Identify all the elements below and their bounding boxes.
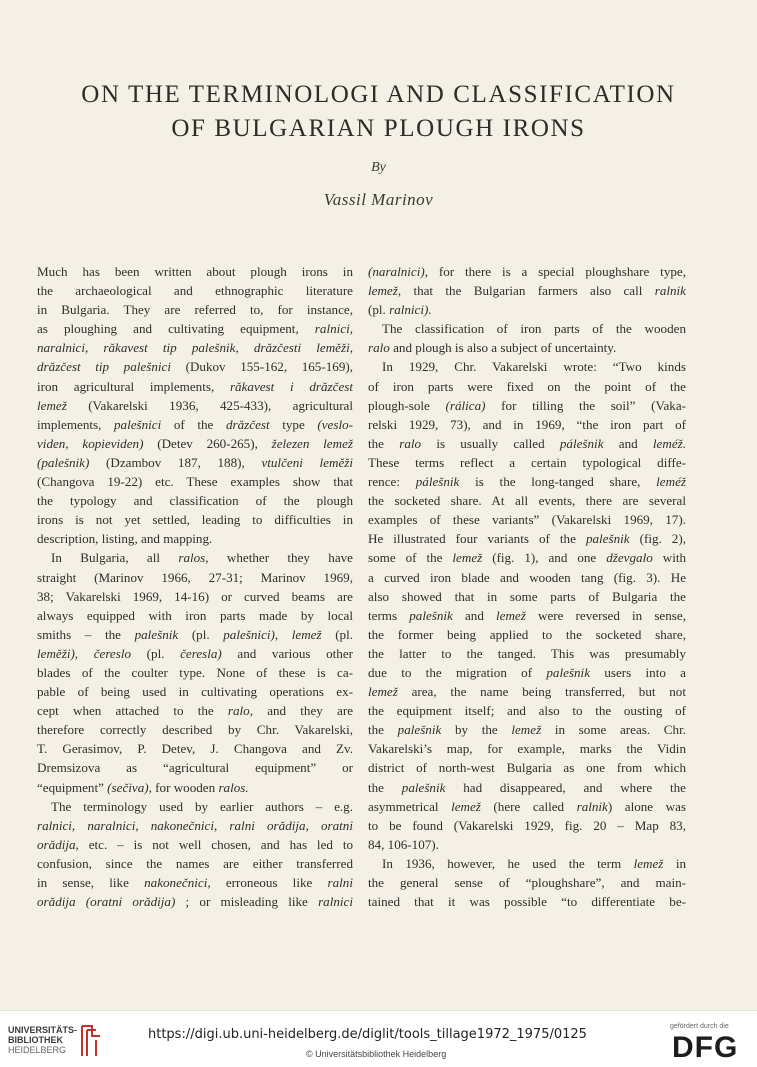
- italic-term: nakonečnici,: [144, 875, 226, 890]
- copyright-notice: © Universitätsbibliothek Heidelberg: [306, 1049, 447, 1059]
- italic-term: drǎzčest tip palešnici: [37, 359, 186, 375]
- text-line: [368, 491, 686, 510]
- italic-term: leméž: [656, 474, 686, 490]
- text-run: (here called: [493, 798, 577, 814]
- italic-term: orǎdija (oratni orǎdija): [37, 894, 186, 910]
- text-line: [368, 281, 686, 300]
- text-line: [37, 778, 353, 797]
- italic-term: palešnik: [409, 607, 465, 623]
- text-line: [37, 453, 353, 472]
- italic-term: viden, kopieviden): [37, 435, 158, 451]
- italic-term: ralnici).: [389, 302, 432, 318]
- funding-label: gefördert durch die: [670, 1023, 729, 1030]
- text-run: the: [368, 779, 402, 795]
- text-run: relski 1929, 73), and in 1969, “the iron part of: [368, 416, 686, 432]
- text-line: [37, 338, 353, 357]
- text-run: These terms reflect a certain typological diffe-: [368, 454, 686, 470]
- document-url-link[interactable]: https://digi.ub.uni-heidelberg.de/diglit/tools_tillage1972_1975/0125: [148, 1027, 587, 1042]
- text-run: as ploughing and cultivating equipment,: [37, 321, 315, 337]
- left-text-column: [37, 262, 353, 911]
- text-line: [368, 835, 686, 854]
- byline-label: By: [371, 160, 386, 175]
- text-line: [37, 625, 353, 644]
- text-line: [368, 720, 686, 739]
- text-run: In Bulgaria, all: [51, 550, 179, 566]
- text-run: plough-sole: [368, 397, 446, 413]
- italic-term: lemež: [452, 550, 493, 566]
- text-run: the socketed share. At all events, there are several: [368, 493, 686, 509]
- text-run: The terminology used by earlier authors – e.g.: [51, 798, 353, 814]
- italic-term: palešnici), lemež: [223, 626, 336, 642]
- text-line: [37, 873, 353, 892]
- text-line: [37, 758, 353, 777]
- italic-term: lemež: [451, 798, 494, 814]
- italic-term: palešnik: [134, 626, 192, 642]
- text-line: [368, 778, 686, 797]
- text-run: (pl.: [368, 302, 390, 318]
- text-run: type: [282, 416, 318, 432]
- text-line: [37, 644, 353, 663]
- text-run: district of north-west Bulgaria as one from which: [368, 760, 686, 776]
- text-run: area, the name being transferred, but not: [411, 684, 686, 700]
- library-logo-text[interactable]: [8, 1025, 77, 1055]
- italic-term: orǎdija,: [37, 836, 89, 852]
- text-run: the: [368, 435, 400, 451]
- text-line: [368, 357, 686, 376]
- text-line: [368, 663, 686, 682]
- text-line: [37, 510, 353, 529]
- viewer-footer: [0, 1010, 757, 1067]
- text-run: (pl.: [146, 645, 181, 661]
- text-line: [37, 472, 353, 491]
- italic-term: (palešnik): [37, 454, 107, 470]
- text-run: for there is a special ploughshare type,: [438, 264, 686, 279]
- italic-term: (veslo-: [317, 416, 353, 432]
- text-line: [37, 529, 353, 548]
- text-run: in Bulgaria. They are referred to, for instance,: [37, 302, 353, 318]
- text-run: He illustrated four variants of the: [368, 531, 586, 547]
- text-line: [368, 873, 686, 892]
- text-line: [37, 835, 353, 854]
- text-run: (Dzambov 187, 188),: [106, 454, 262, 470]
- text-line: [37, 663, 353, 682]
- text-line: [368, 472, 686, 491]
- text-run: (Detev 260-265),: [157, 435, 272, 451]
- italic-term: palešnik: [546, 664, 605, 680]
- text-line: [368, 625, 686, 644]
- text-run: The classification of iron parts of the wooden: [382, 321, 686, 337]
- text-run: In 1929, Chr. Vakarelski wrote: “Two kinds: [382, 359, 686, 375]
- text-line: [368, 319, 686, 338]
- text-run: Vakarelski’s map, for example, marks the Vidin: [368, 741, 686, 757]
- italic-term: lemež: [511, 722, 555, 738]
- text-run: in: [675, 855, 686, 871]
- text-line: [37, 892, 353, 911]
- text-line: [368, 396, 686, 415]
- text-run: Dremsizova as “agricultural equipment” or: [37, 760, 353, 776]
- text-run: smiths – the: [37, 626, 135, 642]
- text-line: [37, 415, 353, 434]
- text-line: [37, 739, 353, 758]
- text-line: [368, 415, 686, 434]
- text-run: and they are: [267, 703, 353, 719]
- article-title-line-1: ON THE TERMINOLOGI AND CLASSIFICATION: [81, 81, 676, 108]
- italic-term: palešnik: [397, 722, 455, 738]
- text-run: for tilling the soil” (Vaka-: [501, 397, 686, 413]
- text-line: [368, 548, 686, 567]
- text-run: the latter to the tanged. This was presumably: [368, 645, 686, 661]
- text-line: [37, 568, 353, 587]
- article-title-line-2: OF BULGARIAN PLOUGH IRONS: [171, 115, 586, 142]
- text-run: the: [368, 722, 398, 738]
- text-run: the archaeological and ethnographic literature: [37, 283, 353, 299]
- text-run: erroneous like: [225, 875, 328, 890]
- text-line: [368, 529, 686, 548]
- text-run: is the long-tanged share,: [475, 474, 657, 490]
- text-run: ; or misleading like: [185, 894, 319, 910]
- text-run: and: [464, 607, 497, 623]
- text-run: 38; Vakarelski 1969, 14-16) or curved beams are: [37, 588, 353, 604]
- text-run: in some areas. Chr.: [554, 722, 686, 738]
- italic-term: ralo,: [227, 703, 268, 719]
- text-line: [368, 510, 686, 529]
- dfg-logo[interactable]: DFG: [672, 1031, 739, 1064]
- text-run: (pl.: [191, 626, 224, 642]
- text-line: [37, 682, 353, 701]
- text-line: [368, 758, 686, 777]
- text-run: rence:: [368, 474, 416, 490]
- text-line: [37, 434, 353, 453]
- text-run: the former being applied to the socketed share,: [368, 626, 686, 642]
- text-line: [37, 606, 353, 625]
- text-line: [37, 701, 353, 720]
- italic-term: leměži), čereslo: [37, 645, 147, 661]
- text-run: (fig. 2),: [639, 531, 686, 547]
- text-run: were reversed in sense,: [537, 607, 686, 623]
- text-run: asymmetrical: [368, 798, 452, 814]
- italic-term: (naralnici),: [368, 264, 439, 279]
- text-run: and: [618, 435, 653, 451]
- text-run: whether they have: [226, 550, 353, 566]
- text-line: [368, 453, 686, 472]
- text-run: tained that it was possible “to differentiate be-: [368, 894, 686, 910]
- text-run: by the: [454, 722, 512, 738]
- text-run: for wooden: [155, 779, 219, 795]
- library-name-line-2: BIBLIOTHEK: [8, 1035, 63, 1045]
- right-text-column: [368, 262, 686, 911]
- text-line: [37, 262, 353, 281]
- text-run: ) alone was: [607, 798, 686, 814]
- text-run: (fig. 1), and one: [492, 550, 607, 566]
- italic-term: lemež: [496, 607, 538, 623]
- text-run: irons is not yet settled, leading to difficulties in: [37, 512, 353, 528]
- text-line: [37, 281, 353, 300]
- article-title: [0, 78, 757, 146]
- library-name-line-1: UNIVERSITÄTS-: [8, 1025, 78, 1035]
- text-run: is usually called: [436, 435, 560, 451]
- text-line: [368, 434, 686, 453]
- text-run: with: [662, 550, 686, 566]
- italic-term: (rálica): [445, 397, 502, 413]
- text-run: due to the migration of: [368, 664, 547, 680]
- text-run: also showed that in some parts of Bulgaria the: [368, 588, 686, 604]
- library-logo-icon[interactable]: [78, 1024, 104, 1058]
- text-run: (Vakarelski 1936, 425-433), agricultural: [88, 397, 353, 413]
- text-run: straight (Marinov 1966, 27-31; Marinov 1969,: [37, 569, 353, 585]
- text-line: [368, 377, 686, 396]
- text-run: description, listing, and mapping.: [37, 531, 213, 547]
- text-line: [368, 892, 686, 911]
- italic-term: pálešnik: [415, 474, 476, 490]
- text-run: In 1936, however, he used the term: [382, 855, 634, 871]
- italic-term: lemež: [37, 397, 89, 413]
- text-run: (Changova 19-22) etc. These examples show that: [37, 474, 353, 490]
- text-line: [368, 606, 686, 625]
- italic-term: lemež: [368, 684, 412, 700]
- italic-term: lemež: [633, 855, 676, 871]
- text-run: therefore correctly described by Chr. Vakarelski,: [37, 722, 353, 738]
- text-run: cept when attached to the: [37, 703, 228, 719]
- text-run: some of the: [368, 550, 453, 566]
- text-run: iron agricultural implements,: [37, 378, 230, 394]
- text-run: that the Bulgarian farmers also call: [413, 283, 655, 299]
- text-line: [37, 816, 353, 835]
- text-run: Much has been written about plough irons in: [37, 264, 353, 279]
- text-run: the typology and classification of the plough: [37, 493, 353, 509]
- text-run: and various other: [237, 645, 353, 661]
- text-run: a curved iron blade and wooden tang (fig. 3). He: [368, 569, 686, 585]
- text-run: of iron parts were fixed on the point of the: [368, 378, 686, 394]
- italic-term: palešnici: [113, 416, 174, 432]
- text-run: always equipped with iron parts made by local: [37, 607, 353, 623]
- italic-term: palešnik: [401, 779, 464, 795]
- italic-term: ralnik: [654, 283, 686, 299]
- text-run: examples of these variants” (Vakarelski 1969, 17).: [368, 512, 686, 528]
- text-line: [37, 720, 353, 739]
- text-run: (Dukov 155-162, 165-169),: [185, 359, 353, 375]
- italic-term: pálešnik: [559, 435, 619, 451]
- italic-term: naralnici, rǎkavest tip palešnik, drǎzčesti leměži,: [37, 340, 353, 356]
- text-run: T. Gerasimov, P. Detev, J. Changova and Zv.: [37, 741, 353, 757]
- text-line: [368, 262, 686, 281]
- italic-term: ralni: [327, 875, 353, 890]
- text-line: [37, 797, 353, 816]
- italic-term: železen lemež: [271, 435, 353, 451]
- text-run: etc. – is not well chosen, and has led to: [88, 836, 353, 852]
- text-line: [368, 644, 686, 663]
- italic-term: ralnici, naralnici, nakonečnici, ralni orǎdija, oratni: [37, 817, 353, 833]
- text-run: the general sense of “ploughshare”, and main-: [368, 875, 686, 890]
- text-run: blades of the coulter type. None of these is ca-: [37, 664, 353, 680]
- text-line: [37, 491, 353, 510]
- text-run: and plough is also a subject of uncertainty.: [393, 340, 617, 356]
- text-run: in sense, like: [37, 875, 145, 890]
- text-run: pable of being used in cultivating operations ex-: [37, 684, 353, 700]
- text-run: had disappeared, and where the: [463, 779, 686, 795]
- text-line: [368, 701, 686, 720]
- text-line: [37, 357, 353, 376]
- italic-term: (sečiva),: [107, 779, 156, 795]
- text-run: terms: [368, 607, 410, 623]
- text-run: (pl.: [335, 626, 353, 642]
- text-line: [37, 548, 353, 567]
- italic-term: vtulčeni leměži: [261, 454, 353, 470]
- italic-term: ralnik: [576, 798, 608, 814]
- text-line: [368, 739, 686, 758]
- text-run: implements,: [37, 416, 114, 432]
- italic-term: leméž.: [652, 435, 686, 451]
- text-line: [368, 568, 686, 587]
- text-run: confusion, since the names are either transferred: [37, 855, 353, 871]
- italic-term: ralo: [368, 340, 394, 356]
- text-line: [368, 854, 686, 873]
- text-line: [37, 300, 353, 319]
- text-line: [368, 587, 686, 606]
- text-line: [37, 319, 353, 338]
- text-line: [368, 682, 686, 701]
- library-name-line-3: HEIDELBERG: [8, 1045, 67, 1055]
- text-line: [37, 377, 353, 396]
- italic-term: ralos,: [178, 550, 227, 566]
- text-line: [37, 587, 353, 606]
- text-line: [37, 396, 353, 415]
- italic-term: ralnici: [318, 894, 353, 910]
- text-line: [37, 854, 353, 873]
- text-line: [368, 797, 686, 816]
- text-line: [368, 816, 686, 835]
- text-run: of the: [173, 416, 226, 432]
- author-name: Vassil Marinov: [323, 190, 434, 209]
- text-line: [368, 338, 686, 357]
- italic-term: čeresla): [180, 645, 238, 661]
- italic-term: dževgalo: [606, 550, 663, 566]
- text-run: 84, 106-107).: [368, 836, 439, 852]
- italic-term: ralo: [399, 435, 437, 451]
- italic-term: drǎzčest: [225, 416, 283, 432]
- italic-term: ralos.: [218, 779, 249, 795]
- text-run: the equipment itself; and also to the ousting of: [368, 703, 686, 719]
- text-run: users into a: [604, 664, 686, 680]
- italic-term: lemež,: [368, 283, 414, 299]
- italic-term: ralnici,: [314, 321, 353, 337]
- italic-term: palešnik: [585, 531, 640, 547]
- text-line: [368, 300, 686, 319]
- text-run: to be found (Vakarelski 1929, fig. 20 – Map 83,: [368, 817, 686, 833]
- text-run: “equipment”: [37, 779, 108, 795]
- italic-term: rǎkavest i drǎzčest: [229, 378, 353, 394]
